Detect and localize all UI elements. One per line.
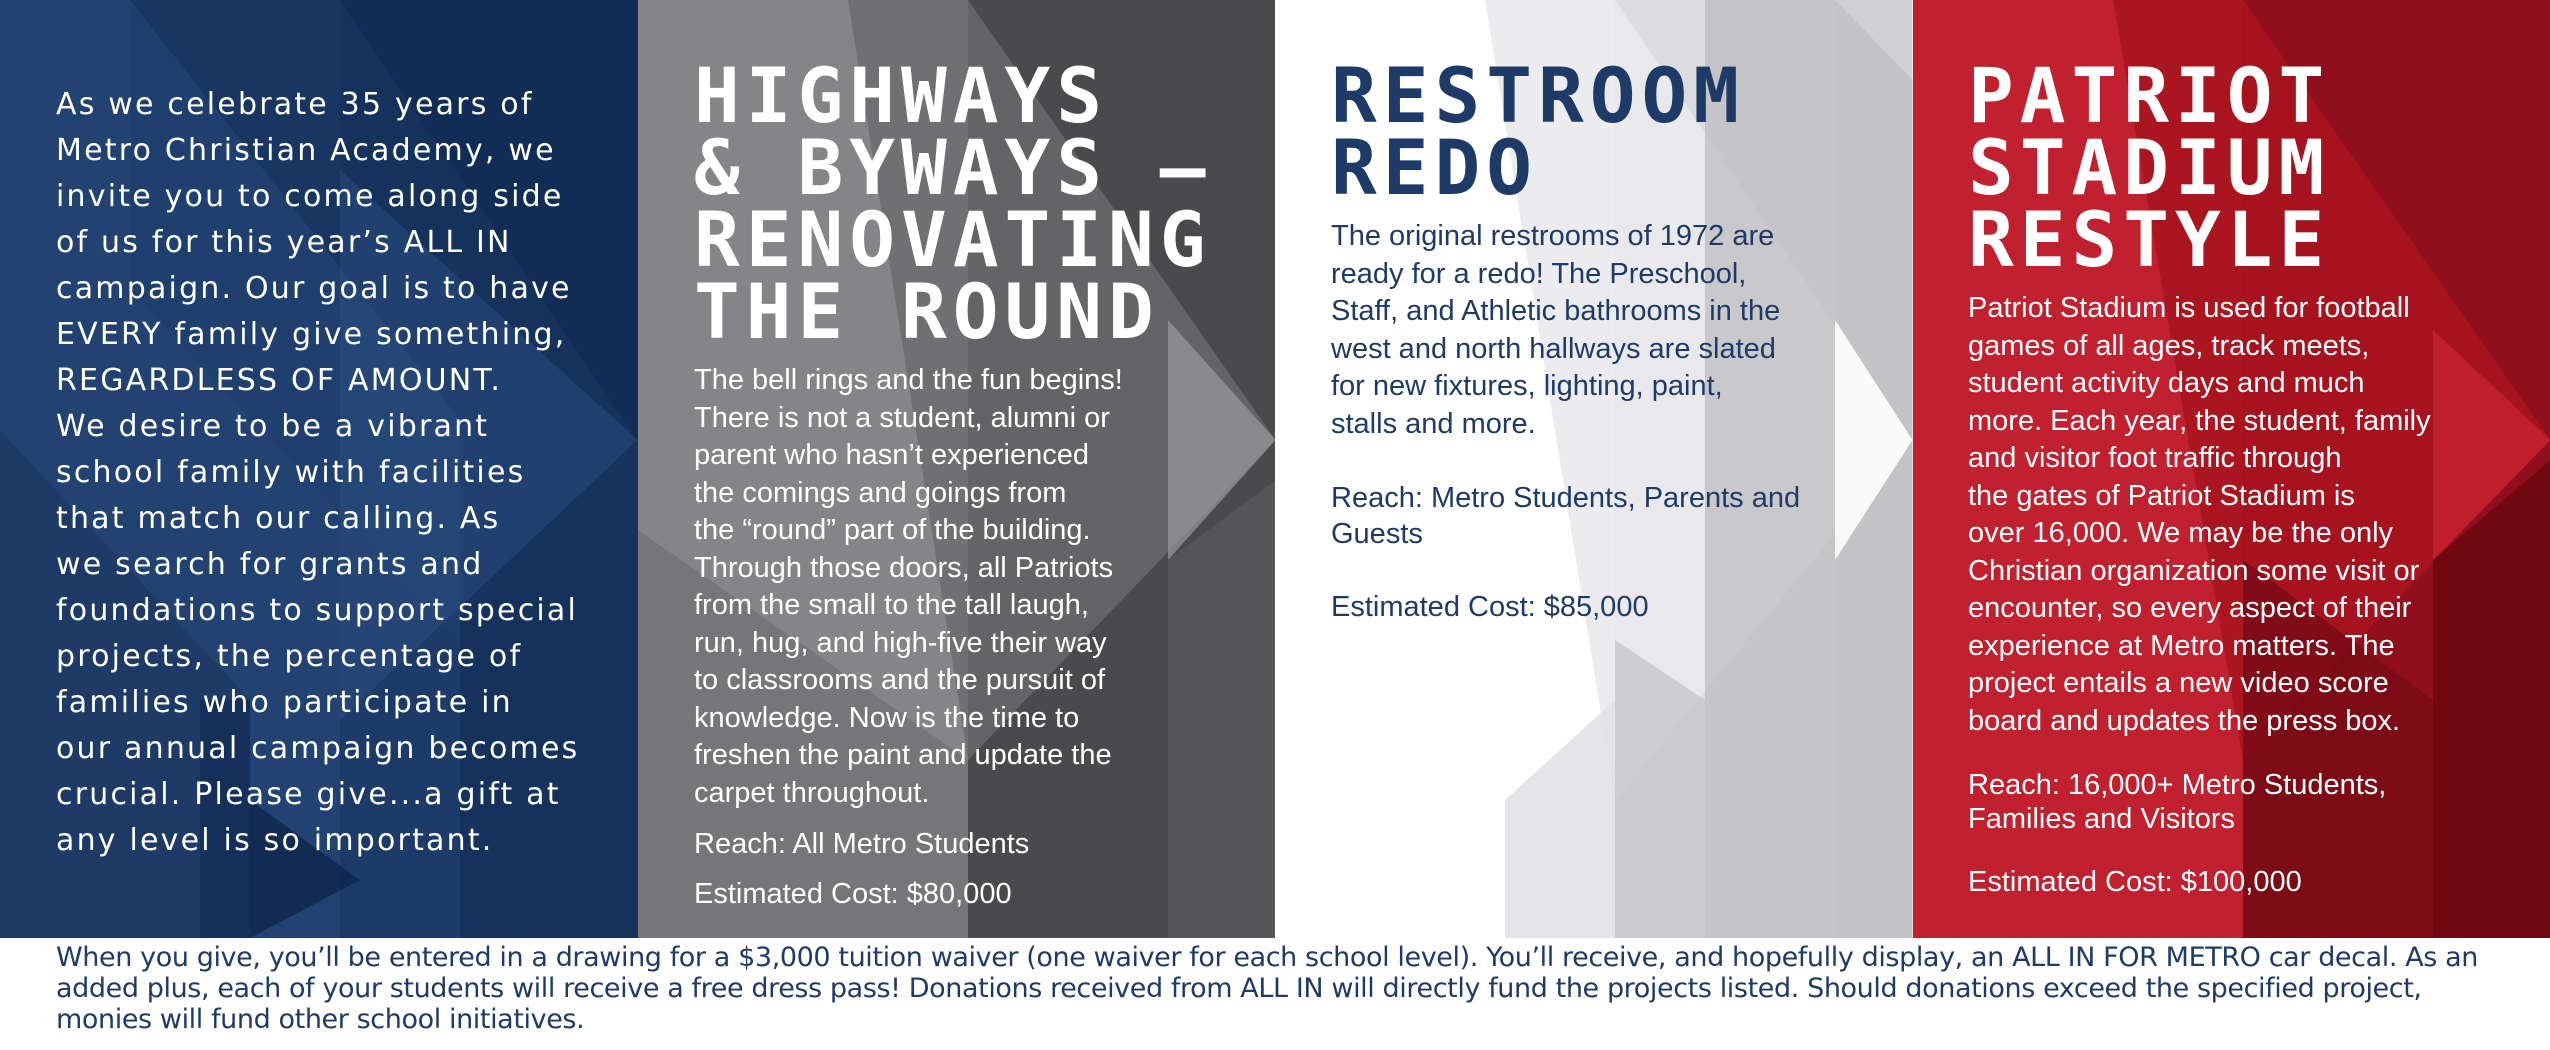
stadium-title: PATRIOT STADIUM RESTYLE — [1968, 51, 2331, 284]
intro-paragraph: As we celebrate 35 years of Metro Christian Academy, we invite you to come along side of us for this year’s ALL IN campaign. Our goal is to have EVERY family give something, REGARDLESS OF AMOUNT. We desire to be a vibrant school family with facilities that match our calling. As we search for grants and foundations to support special projects, the percentage of families who participate in our annual campaign becomes crucial. Please give...a gift at any level is so important. — [56, 87, 580, 858]
stadium-reach: Reach: 16,000+ Metro Students, Families and Visitors — [1968, 769, 2387, 835]
highways-cost: Estimated Cost: $80,000 — [694, 878, 1012, 910]
stadium-cost: Estimated Cost: $100,000 — [1968, 866, 2302, 898]
intro-content — [56, 82, 596, 864]
intro-panel — [0, 0, 638, 938]
footer-note: When you give, you’ll be entered in a drawing for a $3,000 tuition waiver (one waiver for each school level). You’ll receive, and hopefully display, an ALL IN FOR METRO car decal. As an added plus, each of your students will receive a free dress pass! Donations received from ALL IN will directly fund the projects listed. Should donations exceed the specified project, monies will fund other school initiatives. — [56, 942, 2478, 1035]
restroom-reach: Reach: Metro Students, Parents and Guests — [1331, 482, 1801, 550]
highways-content — [694, 51, 1214, 912]
highways-title: HIGHWAYS & BYWAYS – RENOVATING THE ROUND — [694, 51, 1212, 356]
highways-body: The bell rings and the fun begins! There is not a student, alumni or parent who hasn’t experienced the comings and goings from the “round” part of the building. Through those doors, all Patriots from the small to the tall laugh, run, hug, and high-five their way to classrooms and the pursuit of knowledge. Now is the time to freshen the paint and update the carpet throughout. — [694, 364, 1123, 809]
highways-reach: Reach: All Metro Students — [694, 828, 1030, 860]
restroom-body: The original restrooms of 1972 are ready for a redo! The Preschool, Staff, and Athletic bathrooms in the west and north hallways are slated for new fixtures, lighting, paint, stalls and more. — [1331, 220, 1781, 440]
stadium-content — [1968, 51, 2528, 900]
restroom-content — [1331, 51, 1871, 625]
restroom-title: RESTROOM REDO — [1331, 51, 1746, 212]
restroom-cost: Estimated Cost: $85,000 — [1331, 591, 1649, 623]
stadium-body: Patriot Stadium is used for football games of all ages, track meets, student activity days and much more. Each year, the student, family and visitor foot traffic through the gates of Patriot Stadium is over 16,000. We may be the only Christian organization some visit or encounter, so every aspect of their experience at Metro matters. The project entails a new video score board and updates the press box. — [1968, 292, 2431, 737]
